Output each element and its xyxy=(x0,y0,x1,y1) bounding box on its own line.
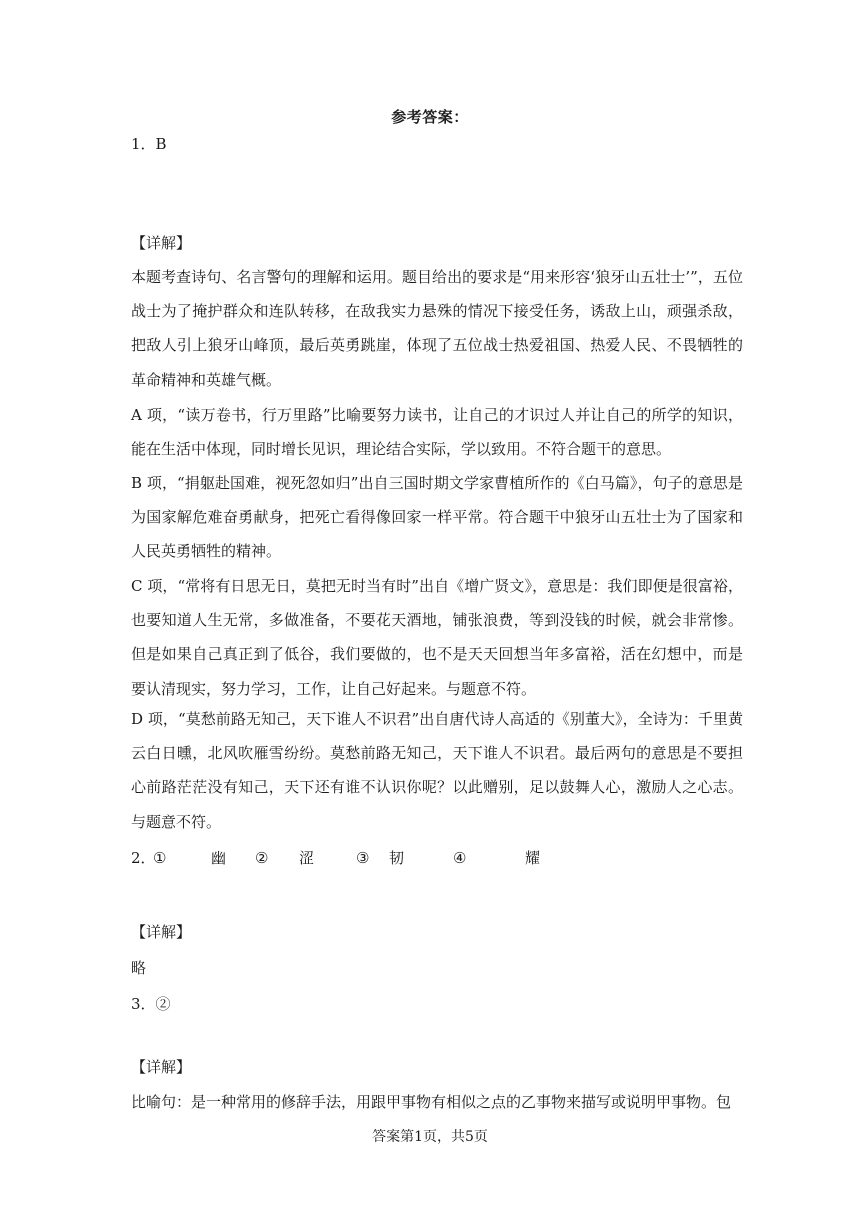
q2-blank-mark: ③ xyxy=(356,849,370,867)
q1-paragraph-option-a: A 项，“读万卷书，行万里路”比喻要努力读书，让自己的才识过人并让自己的所学的知识，能在生活中体现，同时增长见识，理论结合实际，学以致用。不符合题干的意思。 xyxy=(131,406,743,459)
q2-blank-mark: ④ xyxy=(453,849,467,867)
q2-blank-mark: ① xyxy=(153,849,167,867)
q2-blank-answer: 幽 xyxy=(211,849,227,867)
q3-detail-heading: 【详解】 xyxy=(131,1058,192,1076)
q2-detail-text: 略 xyxy=(131,959,147,977)
q1-paragraph-option-d: D 项，“莫愁前路无知己，天下谁人不识君”出自唐代诗人高适的《别董大》，全诗为：千里黄云白日曛，北风吹雁雪纷纷。莫愁前路无知己，天下谁人不识君。最后两句的意思是不要担心前路茫茫没有知己，天下还有谁不认识你呢？以此赠别，足以鼓舞人心，激励人之心志。与题意不符。 xyxy=(131,710,743,831)
q1-paragraph-option-c: C 项，“常将有日思无日，莫把无时当有时”出自《增广贤文》，意思是：我们即便是很富裕，也要知道人生无常，多做准备，不要花天酒地，铺张浪费，等到没钱的时候，就会非常惨。但是如果自己真正到了低谷，我们要做的，也不是天天回想当年多富裕，活在幻想中，而是要认清现实，努力学习，工作，让自己好起来。与题意不符。 xyxy=(131,577,743,698)
q1-paragraph-intro: 本题考查诗句、名言警句的理解和运用。题目给出的要求是“用来形容‘狼牙山五壮士’”，五位战士为了掩护群众和连队转移，在敌我实力悬殊的情况下接受任务，诱敌上山，顽强杀敌，把敌人引上狼牙山峰顶，最后英勇跳崖，体现了五位战士热爱祖国、热爱人民、不畏牺牲的革命精神和英雄气概。 xyxy=(131,268,743,389)
q1-answer: 1．B xyxy=(131,135,167,153)
q2-blank-answer: 韧 xyxy=(389,849,405,867)
page-footer: 答案第1页，共5页 xyxy=(372,1129,488,1145)
q1-detail-heading: 【详解】 xyxy=(131,234,192,252)
page-title: 参考答案： xyxy=(391,108,469,126)
q2-detail-heading: 【详解】 xyxy=(131,923,192,941)
q2-blank-mark: ② xyxy=(255,849,269,867)
q2-blank-answer: 涩 xyxy=(299,849,315,867)
q2-blank-answer: 耀 xyxy=(525,849,541,867)
q3-answer: 3．② xyxy=(131,995,171,1013)
q2-number: 2． xyxy=(131,849,156,867)
q1-paragraph-option-b: B 项，“捐躯赴国难，视死忽如归”出自三国时期文学家曹植所作的《白马篇》，句子的意思是为国家解危难奋勇献身，把死亡看得像回家一样平常。符合题干中狼牙山五壮士为了国家和人民英勇牺牲的精神。 xyxy=(131,474,743,561)
q3-paragraph: 比喻句：是一种常用的修辞手法，用跟甲事物有相似之点的乙事物来描写或说明甲事物。包 xyxy=(131,1093,732,1111)
